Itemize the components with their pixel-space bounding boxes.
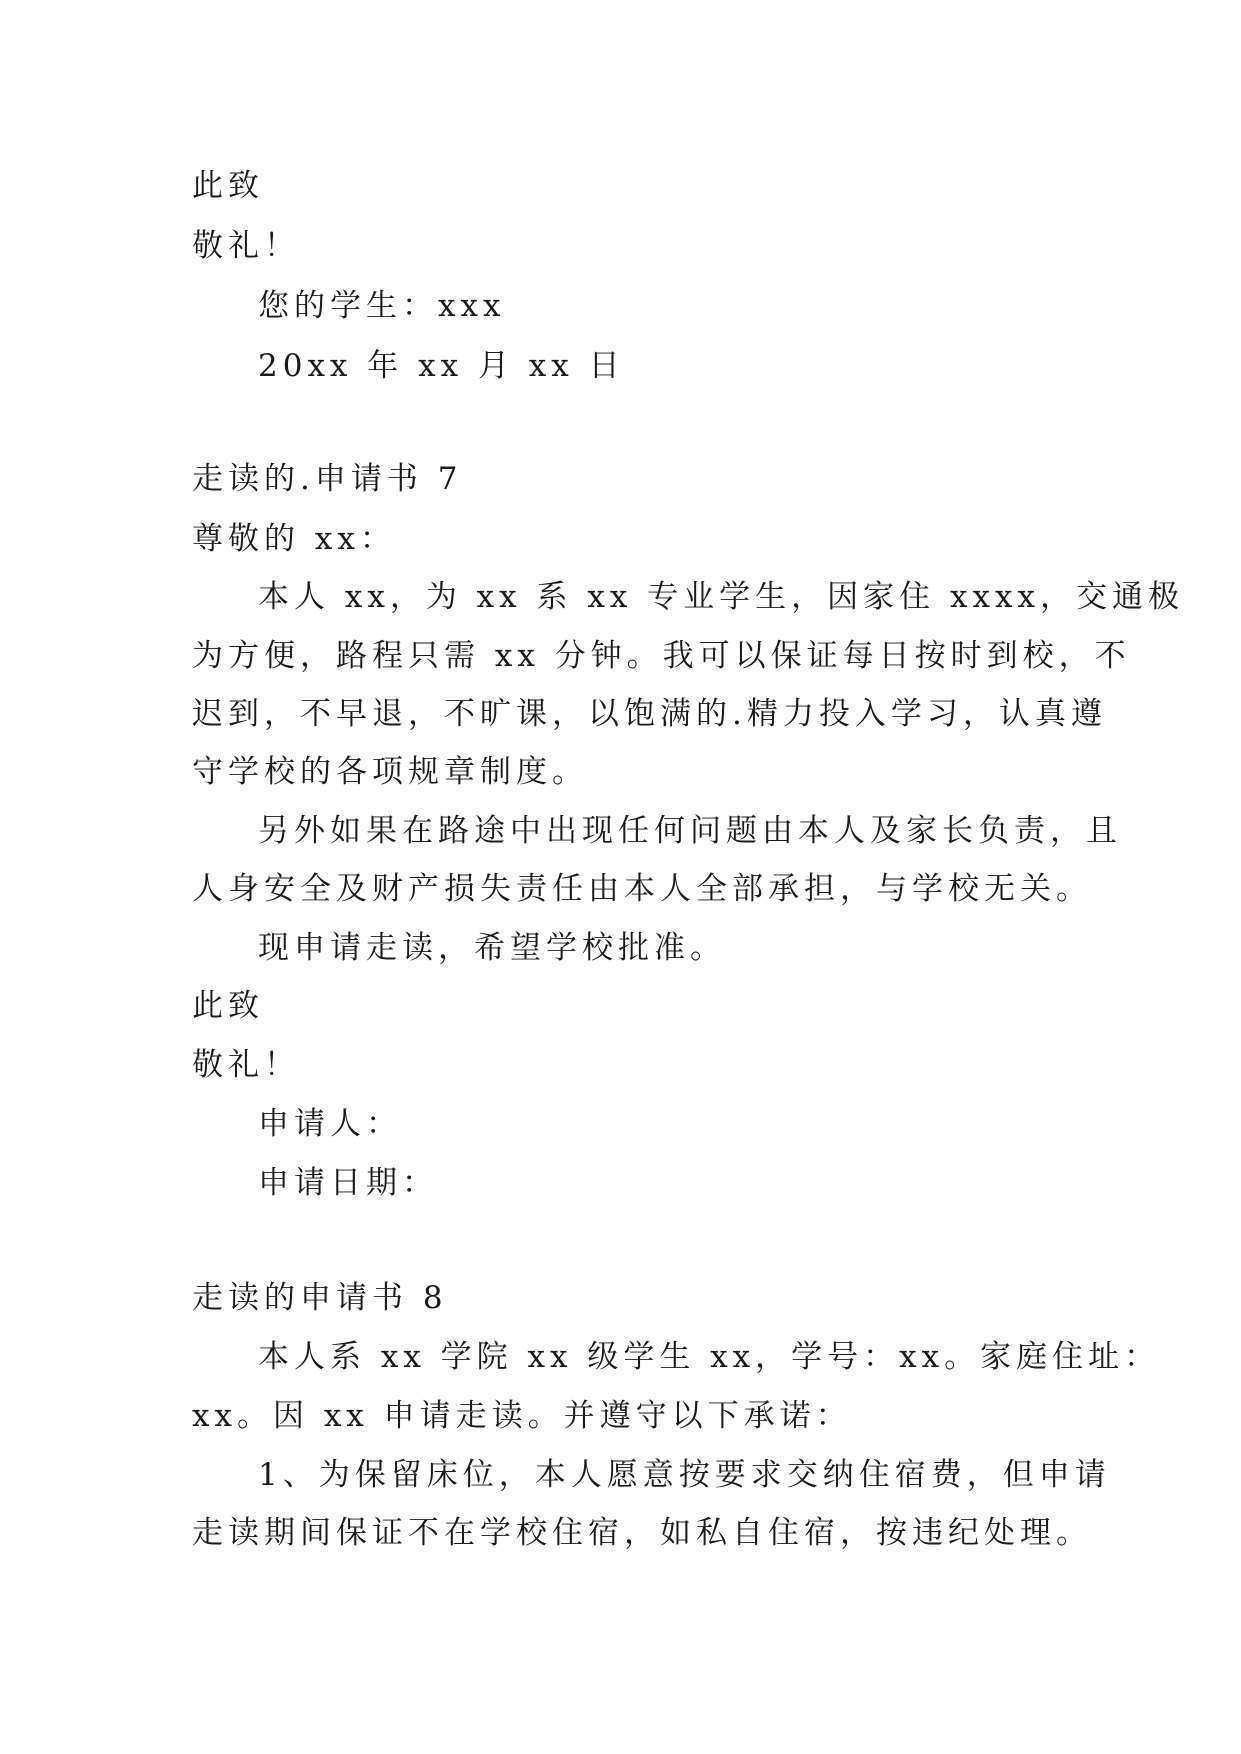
paragraph-line: 现申请走读，希望学校批准。 — [258, 930, 726, 966]
paragraph-line: 为方便，路程只需 xx 分钟。我可以保证每日按时到校，不 — [192, 638, 1131, 674]
closing-jing-li: 敬礼！ — [192, 228, 300, 264]
closing-ci-zhi: 此致 — [192, 168, 264, 204]
applicant-line: 申请人： — [258, 1106, 402, 1142]
paragraph-line: 另外如果在路途中出现任何问题由本人及家长负责，且 — [258, 813, 1122, 849]
paragraph-line: 迟到，不早退，不旷课，以饱满的.精力投入学习，认真遵 — [192, 696, 1107, 732]
paragraph-line: 1、为保留床位，本人愿意按要求交纳住宿费，但申请 — [258, 1457, 1111, 1493]
paragraph-line: 人身安全及财产损失责任由本人全部承担，与学校无关。 — [192, 871, 1092, 907]
section-title-7: 走读的.申请书 7 — [192, 461, 463, 497]
paragraph-line: 本人 xx，为 xx 系 xx 专业学生，因家住 xxxx，交通极 — [258, 579, 1184, 615]
closing-jing-li: 敬礼！ — [192, 1047, 300, 1083]
paragraph-line: xx。因 xx 申请走读。并遵守以下承诺： — [192, 1398, 852, 1434]
paragraph-line: 本人系 xx 学院 xx 级学生 xx，学号：xx。家庭住址： — [258, 1339, 1161, 1375]
paragraph-line: 走读期间保证不在学校住宿，如私自住宿，按违纪处理。 — [192, 1515, 1092, 1551]
paragraph-line: 守学校的各项规章制度。 — [192, 754, 588, 790]
signature-line: 您的学生：xxx — [258, 288, 506, 324]
section-title-8: 走读的申请书 8 — [192, 1280, 448, 1316]
date-line: 20xx 年 xx 月 xx 日 — [258, 348, 625, 384]
salutation: 尊敬的 xx： — [192, 521, 396, 557]
closing-ci-zhi: 此致 — [192, 988, 264, 1024]
apply-date-line: 申请日期： — [258, 1165, 438, 1201]
